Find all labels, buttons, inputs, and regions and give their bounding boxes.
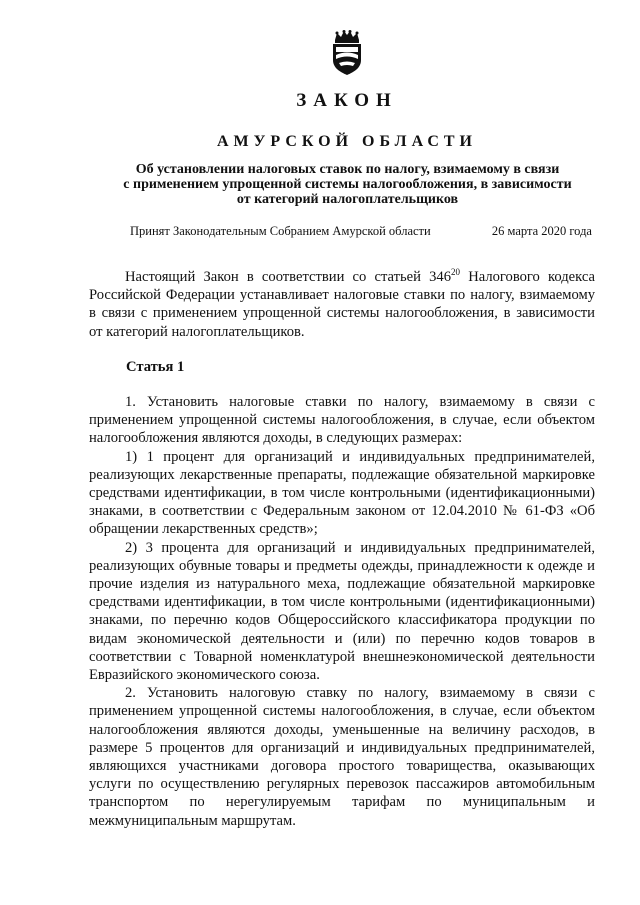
article-paragraph: 2. Установить налоговую ставку по налогу, взимаемому в связи с применением упрощенной системы налогообложения, в случае, если объектом налогообложения являются доходы, уменьшенные на величину расходов, в размере 5 процентов для организаций и индивидуальных предпринимателей, являющихся участниками договора простого товарищества, оказывающих услуги по осуществлению регулярных перевозок пассажиров автомобильным транспортом по нерегулируемым тарифам по муниципальным и межмуниципальным маршрутам. — [89, 685, 595, 829]
article-paragraph: 1. Установить налоговые ставки по налогу, взимаемому в связи с применением упрощенной системы налогообложения, в случае, если объектом налогообложения являются доходы, в следующих размерах: — [89, 394, 595, 447]
article-body — [89, 393, 595, 830]
preamble — [89, 268, 595, 341]
subject-line: с применением упрощенной системы налогообложения, в зависимости — [123, 177, 572, 192]
subject-line: от категорий налогоплательщиков — [236, 192, 459, 207]
coat-of-arms-icon — [329, 30, 365, 76]
law-title: ЗАКОН — [296, 90, 398, 111]
region-title: АМУРСКОЙ ОБЛАСТИ — [217, 133, 477, 150]
adopted-by: Принят Законодательным Собранием Амурской области — [130, 224, 431, 238]
adoption-info — [130, 224, 592, 239]
article-paragraph: 2) 3 процента для организаций и индивидуальных предпринимателей, реализующих обувные товары и предметы одежды, принадлежности к одежде и прочие изделия из натурального меха, подлежащие обязательной маркировке средствами идентификации, в том числе контрольными (идентификационными) знаками, по перечню кодов Общероссийского классификатора продукции по видам экономической деятельности и (или) по перечню кодов товаров в соответствии с Товарной номенклатурой внешнеэкономической деятельности Евразийского экономического союза. — [89, 539, 595, 684]
subject-line: Об установлении налоговых ставок по налогу, взимаемому в связи — [135, 162, 560, 177]
article-paragraph: 1) 1 процент для организаций и индивидуальных предпринимателей, реализующих лекарственные препараты, подлежащие обязательной маркировке средствами идентификации, в том числе контрольными (идентификационными) знаками, в соответствии с Федеральным законом от 12.04.2010 № 61-ФЗ «Об обращении лекарственных средств»; — [89, 448, 595, 538]
article-superscript: 20 — [451, 267, 461, 278]
preamble-paragraph: Настоящий Закон в соответствии со статьей $346^{20}$ Налогового кодекса Российской Федерации устанавливает налоговые ставки по налогу, взимаемому в связи с применением упрощенной системы налогообложения, в зависимости от категорий налогоплательщиков. — [89, 267, 595, 340]
adopted-date: 26 марта 2020 года — [491, 224, 592, 238]
law-subject — [70, 162, 625, 207]
article-heading: Статья 1 — [126, 359, 185, 375]
